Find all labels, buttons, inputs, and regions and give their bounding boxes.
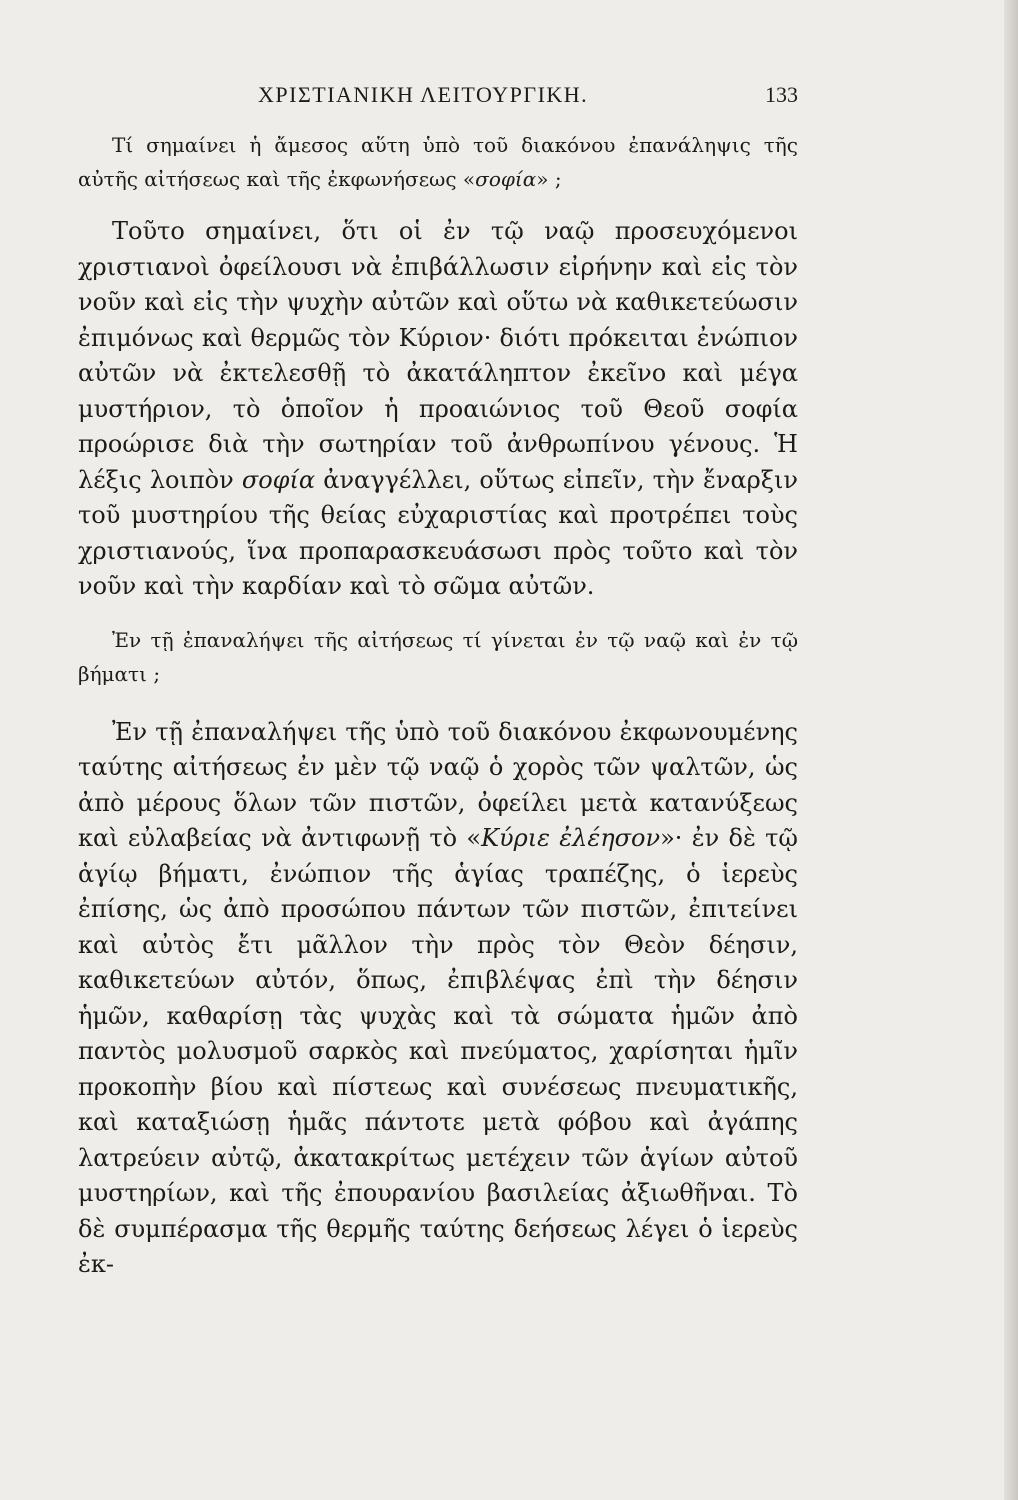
italic-term: σοφία — [475, 167, 537, 191]
question-text-end: » ; — [536, 167, 562, 191]
page-body — [78, 128, 798, 1283]
answer-text-end: ἀναγγέλλει, οὕτως εἰπεῖν, τὴν ἔναρξιν τοῦ μυστηρίου τῆς θείας εὐχαριστίας καὶ προτρέπει τοὺς χριστιανούς, ἵνα προπαρασκευάσωσι πρὸς τοῦτο καὶ τὸν νοῦν καὶ τὴν καρδίαν καὶ τὸ σῶμα αὐτῶν. — [78, 465, 798, 600]
page-header — [78, 82, 798, 114]
answer-paragraph — [78, 214, 798, 605]
answer-text: Ἐν τῇ ἐπαναλήψει τῆς ὑπὸ τοῦ διακόνου ἐκφωνουμένης ταύτης αἰτήσεως ἐν μὲν τῷ ναῷ ὁ χορὸς τῶν ψαλτῶν, ὡς ἀπὸ μέρους ὅλων τῶν πιστῶν, ὀφείλει μετὰ κατανύξεως καὶ εὐλαβείας νὰ ἀντιφωνῇ τὸ « — [78, 717, 798, 852]
running-head: ΧΡΙΣΤΙΑΝΙΚΗ ΛΕΙΤΟΥΡΓΙΚΗ. — [258, 82, 589, 107]
question-text: Τί σημαίνει ἡ ἄμεσος αὕτη ὑπὸ τοῦ διακόνου ἐπανάληψις τῆς αὐτῆς αἰτήσεως καὶ τῆς ἐκφωνήσεως « — [78, 133, 798, 191]
italic-term: Κύριε ἐλέησον — [481, 824, 661, 852]
italic-term: σοφία — [241, 465, 316, 494]
question-paragraph — [78, 128, 798, 196]
page-edge — [1004, 0, 1018, 1500]
answer-text-end: »· ἐν δὲ τῷ ἁγίῳ βήματι, ἐνώπιον τῆς ἁγίας τραπέζης, ὁ ἱερεὺς ἐπίσης, ὡς ἀπὸ προσώπου πάντων τῶν πιστῶν, ἐπιτείνει καὶ αὐτὸς ἔτι μᾶλλον τὴν πρὸς τὸν Θεὸν δέησιν, καθικετεύων αὐτόν, ὅπως, ἐπιβλέψας ἐπὶ τὴν δέησιν ἡμῶν, καθαρίσῃ τὰς ψυχὰς καὶ τὰ σώματα ἡμῶν ἀπὸ παντὸς μολυσμοῦ σαρκὸς καὶ πνεύματος, χαρίσηται ἡμῖν προκοπὴν βίου καὶ πίστεως καὶ συνέσεως πνευματικῆς, καὶ καταξιώσῃ ἡμᾶς πάντοτε μετὰ φόβου καὶ ἀγάπης λατρεύειν αὐτῷ, ἀκατακρίτως μετέχειν τῶν ἁγίων αὐτοῦ μυστηρίων, καὶ τῆς ἐπουρανίου βασιλείας ἀξιωθῆναι. Τὸ δὲ συμπέρασμα τῆς θερμῆς ταύτης δεήσεως λέγει ὁ ἱερεὺς ἐκ- — [78, 824, 798, 1278]
answer-paragraph — [78, 715, 798, 1283]
question-paragraph — [78, 623, 798, 691]
page-number: 133 — [765, 82, 798, 107]
answer-text: Τοῦτο σημαίνει, ὅτι οἱ ἐν τῷ ναῷ προσευχόμενοι χριστιανοὶ ὀφείλουσι νὰ ἐπιβάλλωσιν εἰρήνην καὶ εἰς τὸν νοῦν καὶ εἰς τὴν ψυχὴν αὐτῶν καὶ οὕτω νὰ καθικετεύωσιν ἐπιμόνως καὶ θερμῶς τὸν Κύριον· διότι πρόκειται ἐνώπιον αὐτῶν νὰ ἐκτελεσθῇ τὸ ἀκατάληπτον ἐκεῖνο καὶ μέγα μυστήριον, τὸ ὁποῖον ἡ προαιώνιος τοῦ Θεοῦ σοφία προώρισε διὰ τὴν σωτηρίαν τοῦ ἀνθρωπίνου γένους. Ἡ λέξις λοιπὸν — [78, 217, 798, 494]
question-text: Ἐν τῇ ἐπαναλήψει τῆς αἰτήσεως τί γίνεται ἐν τῷ ναῷ καὶ ἐν τῷ βήματι ; — [78, 627, 798, 686]
